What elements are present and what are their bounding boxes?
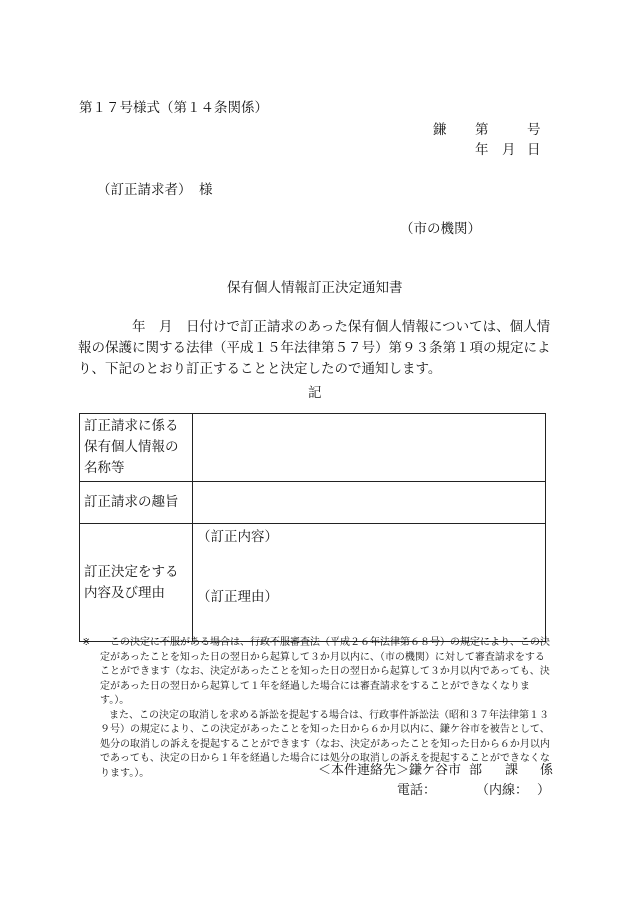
- body-paragraph: 年 月 日付けで訂正請求のあった保有個人情報については、個人情報の保護に関する法律（平成１５年法律第５７号）第９３条第１項の規定により、下記のとおり訂正することと決定したので通知します。: [78, 319, 551, 377]
- row3-content-label: （訂正内容）: [197, 529, 278, 545]
- ki-marker: 記: [308, 385, 322, 401]
- row3-value[interactable]: [193, 524, 546, 642]
- doc-no-suffix: 号: [527, 122, 541, 138]
- note-mark: ※: [82, 637, 91, 648]
- date-day: 日: [527, 142, 541, 158]
- issuer: （市の機関）: [400, 221, 481, 237]
- row1-label-line2: 保有個人情報の: [84, 439, 179, 455]
- date-year: 年: [475, 142, 489, 158]
- table-row-purpose: [80, 482, 546, 524]
- requester-label: （訂正請求者）: [97, 182, 192, 198]
- row1-value[interactable]: [193, 414, 546, 482]
- table-row-decision: [80, 524, 546, 642]
- row1-label-line3: 名称等: [84, 460, 125, 476]
- note-2-text: また、この決定の取消しを求める訴訟を提起する場合は、行政事件訴訟法（昭和３７年法律第１３９号）の規定により、この決定があったことを知った日から６か月以内に、鎌ケ谷市を被告として、処分の取消しの訴えを提起することができます（なお、決定があったことを知った日から６か月以内であっても、決定の日から１年を経過した場合には処分の取消しの訴えを提起することができなくなります。）。: [100, 709, 550, 779]
- row3-label-line1: 訂正決定をする: [84, 563, 179, 580]
- row2-label: 訂正請求の趣旨: [80, 482, 193, 524]
- note-1-text: この決定に不服がある場合は、行政不服審査法（平成２６年法律第６８号）の規定により、この決定があったことを知った日の翌日から起算して３か月以内に、（市の機関）に対して審査請求をすることができます（なお、決定があったことを知った日の翌日から起算して３か月以内であっても、決定があった日の翌日から起算して１年を経過した場合には審査請求をすることができなくなります。）。: [100, 637, 550, 706]
- contact-label: ＜本件連絡先＞鎌ケ谷市: [318, 763, 462, 778]
- contact-dept: 部: [469, 763, 483, 778]
- decision-table: [79, 413, 546, 642]
- date-month: 月: [502, 142, 516, 158]
- document-title: 保有個人情報訂正決定通知書: [227, 280, 403, 296]
- table-row-info-name: [80, 414, 546, 482]
- phone-label: 電話：: [397, 783, 437, 798]
- row3-reason-label: （訂正理由）: [197, 589, 278, 605]
- extension-close: ）: [537, 783, 551, 798]
- contact-section: 課: [505, 763, 519, 778]
- honorific: 様: [199, 182, 213, 198]
- row3-label: [80, 524, 193, 642]
- extension-open: （内線：: [476, 783, 529, 798]
- doc-no-mid: 第: [475, 122, 489, 138]
- note-1: [82, 636, 554, 709]
- doc-no-prefix: 鎌: [433, 122, 447, 138]
- form-number: 第１７号様式（第１４条関係）: [79, 100, 268, 116]
- row3-label-line2: 内容及び理由: [84, 584, 165, 601]
- contact-unit: 係: [540, 763, 554, 778]
- row1-label: [80, 414, 193, 482]
- row1-label-line1: 訂正請求に係る: [84, 418, 179, 434]
- row2-value[interactable]: [193, 482, 546, 524]
